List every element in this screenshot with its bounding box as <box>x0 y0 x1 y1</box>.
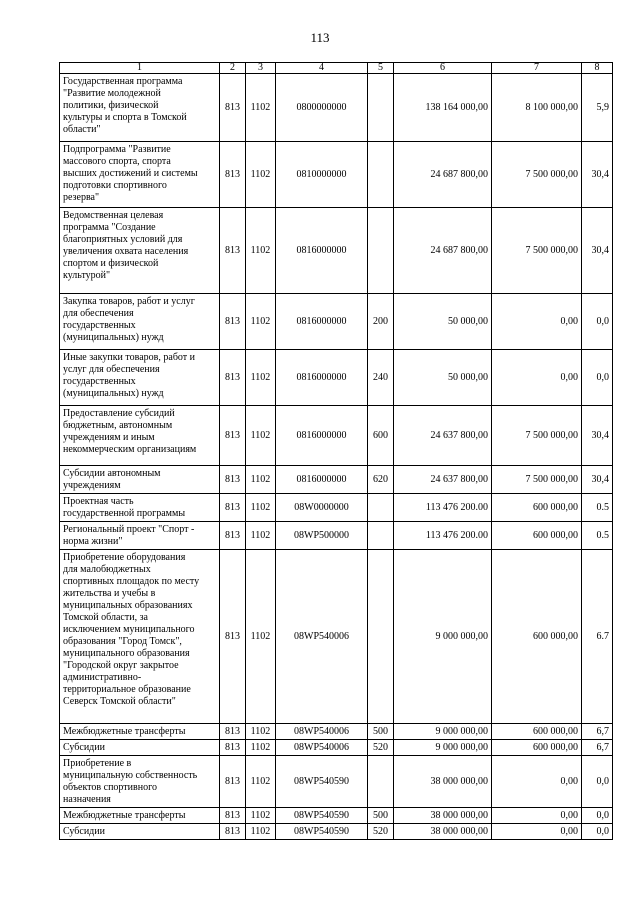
page-number: 113 <box>310 30 330 45</box>
cell-percent: 6,7 <box>582 740 613 756</box>
cell-code-expense: 520 <box>368 824 394 840</box>
cell-code-target: 0810000000 <box>276 142 368 208</box>
cell-code-target: 08WP500000 <box>276 522 368 550</box>
cell-percent: 5,9 <box>582 74 613 142</box>
cell-actual: 600 000,00 <box>492 522 582 550</box>
header-cell: 4 <box>276 63 368 74</box>
cell-actual: 0,00 <box>492 350 582 406</box>
cell-plan: 50 000,00 <box>394 294 492 350</box>
header-cell: 6 <box>394 63 492 74</box>
table-header-row <box>60 63 613 74</box>
cell-code-target: 0816000000 <box>276 406 368 466</box>
cell-percent: 0,0 <box>582 808 613 824</box>
cell-code-section: 1102 <box>246 756 276 808</box>
cell-code-section: 1102 <box>246 406 276 466</box>
cell-plan: 24 687 800,00 <box>394 208 492 294</box>
cell-name: Межбюджетные трансферты <box>60 808 220 824</box>
cell-name: Подпрограмма "Развитие массового спорта, спорта высших достижений и системы подготовки спортивного резерва" <box>60 142 220 208</box>
cell-plan: 24 637 800,00 <box>394 466 492 494</box>
cell-code-target: 08WP540006 <box>276 724 368 740</box>
cell-code-admin: 813 <box>220 466 246 494</box>
cell-code-section: 1102 <box>246 466 276 494</box>
cell-code-admin: 813 <box>220 406 246 466</box>
cell-actual: 0,00 <box>492 294 582 350</box>
cell-code-section: 1102 <box>246 740 276 756</box>
header-cell: 5 <box>368 63 394 74</box>
cell-code-expense <box>368 756 394 808</box>
cell-name: Иные закупки товаров, работ и услуг для обеспечения государственных (муниципальных) нужд <box>60 350 220 406</box>
cell-actual: 8 100 000,00 <box>492 74 582 142</box>
cell-code-section: 1102 <box>246 724 276 740</box>
header-cell: 7 <box>492 63 582 74</box>
cell-code-section: 1102 <box>246 350 276 406</box>
table-row <box>60 550 613 724</box>
cell-name: Субсидии автономным учреждениям <box>60 466 220 494</box>
cell-actual: 7 500 000,00 <box>492 142 582 208</box>
cell-code-expense <box>368 142 394 208</box>
cell-actual: 7 500 000,00 <box>492 466 582 494</box>
table-row <box>60 494 613 522</box>
cell-code-expense: 600 <box>368 406 394 466</box>
cell-code-expense <box>368 74 394 142</box>
table-row <box>60 142 613 208</box>
cell-code-expense: 620 <box>368 466 394 494</box>
cell-code-expense: 500 <box>368 808 394 824</box>
cell-code-section: 1102 <box>246 550 276 724</box>
cell-percent: 0.5 <box>582 494 613 522</box>
cell-code-expense <box>368 550 394 724</box>
table-row <box>60 724 613 740</box>
cell-code-admin: 813 <box>220 756 246 808</box>
cell-code-target: 08WP540590 <box>276 756 368 808</box>
cell-actual: 0,00 <box>492 808 582 824</box>
cell-code-target: 08WP540006 <box>276 550 368 724</box>
table-row <box>60 294 613 350</box>
cell-code-admin: 813 <box>220 824 246 840</box>
cell-plan: 9 000 000,00 <box>394 724 492 740</box>
cell-name: Приобретение в муниципальную собственность объектов спортивного назначения <box>60 756 220 808</box>
cell-plan: 38 000 000,00 <box>394 808 492 824</box>
cell-code-section: 1102 <box>246 808 276 824</box>
header-cell: 8 <box>582 63 613 74</box>
cell-code-admin: 813 <box>220 550 246 724</box>
cell-code-target: 08WP540006 <box>276 740 368 756</box>
cell-code-target: 0816000000 <box>276 466 368 494</box>
cell-plan: 24 637 800,00 <box>394 406 492 466</box>
cell-actual: 7 500 000,00 <box>492 208 582 294</box>
cell-code-target: 0816000000 <box>276 294 368 350</box>
cell-plan: 38 000 000,00 <box>394 756 492 808</box>
cell-plan: 138 164 000,00 <box>394 74 492 142</box>
cell-code-admin: 813 <box>220 724 246 740</box>
cell-code-admin: 813 <box>220 522 246 550</box>
cell-percent: 6,7 <box>582 724 613 740</box>
cell-actual: 600 000,00 <box>492 740 582 756</box>
cell-name: Межбюджетные трансферты <box>60 724 220 740</box>
cell-percent: 30,4 <box>582 142 613 208</box>
table-row <box>60 522 613 550</box>
table-row <box>60 740 613 756</box>
cell-percent: 30,4 <box>582 406 613 466</box>
cell-code-expense: 200 <box>368 294 394 350</box>
cell-code-section: 1102 <box>246 74 276 142</box>
cell-percent: 30,4 <box>582 466 613 494</box>
table-row <box>60 824 613 840</box>
cell-name: Субсидии <box>60 824 220 840</box>
cell-code-section: 1102 <box>246 142 276 208</box>
cell-actual: 600 000,00 <box>492 494 582 522</box>
cell-percent: 0,0 <box>582 294 613 350</box>
cell-name: Государственная программа "Развитие молодежной политики, физической культуры и спорта в Томской области" <box>60 74 220 142</box>
cell-code-target: 0800000000 <box>276 74 368 142</box>
cell-code-section: 1102 <box>246 208 276 294</box>
cell-code-expense: 500 <box>368 724 394 740</box>
cell-plan: 24 687 800,00 <box>394 142 492 208</box>
cell-code-target: 0816000000 <box>276 350 368 406</box>
cell-name: Приобретение оборудования для малобюджетных спортивных площадок по месту жительства и учебы в муниципальных образованиях Томской области, за исключением муниципального образования "Город Томск", муниципального образования "Городской округ закрытое административно- территориальное образование Северск Томской области" <box>60 550 220 724</box>
header-cell: 3 <box>246 63 276 74</box>
header-cell: 2 <box>220 63 246 74</box>
table-row <box>60 350 613 406</box>
cell-code-admin: 813 <box>220 494 246 522</box>
cell-code-target: 0816000000 <box>276 208 368 294</box>
cell-code-section: 1102 <box>246 824 276 840</box>
cell-name: Региональный проект "Спорт - норма жизни" <box>60 522 220 550</box>
cell-code-expense <box>368 522 394 550</box>
cell-code-section: 1102 <box>246 494 276 522</box>
cell-code-section: 1102 <box>246 522 276 550</box>
cell-plan: 113 476 200.00 <box>394 494 492 522</box>
table-row <box>60 74 613 142</box>
cell-code-expense: 240 <box>368 350 394 406</box>
table-row <box>60 208 613 294</box>
cell-name: Ведомственная целевая программа "Создание благоприятных условий для увеличения охвата населения спортом и физической культурой" <box>60 208 220 294</box>
cell-code-admin: 813 <box>220 142 246 208</box>
cell-code-expense <box>368 494 394 522</box>
cell-name: Проектная часть государственной программы <box>60 494 220 522</box>
cell-code-target: 08WP540590 <box>276 808 368 824</box>
budget-table <box>59 62 613 840</box>
cell-code-section: 1102 <box>246 294 276 350</box>
cell-plan: 113 476 200.00 <box>394 522 492 550</box>
cell-actual: 0,00 <box>492 824 582 840</box>
cell-code-admin: 813 <box>220 740 246 756</box>
cell-code-expense: 520 <box>368 740 394 756</box>
cell-plan: 9 000 000,00 <box>394 550 492 724</box>
cell-code-admin: 813 <box>220 208 246 294</box>
cell-name: Субсидии <box>60 740 220 756</box>
cell-name: Предоставление субсидий бюджетным, автономным учреждениям и иным некоммерческим организациям <box>60 406 220 466</box>
cell-code-admin: 813 <box>220 350 246 406</box>
cell-code-admin: 813 <box>220 808 246 824</box>
cell-actual: 7 500 000,00 <box>492 406 582 466</box>
table-row <box>60 466 613 494</box>
cell-code-target: 08W0000000 <box>276 494 368 522</box>
cell-plan: 50 000,00 <box>394 350 492 406</box>
cell-name: Закупка товаров, работ и услуг для обеспечения государственных (муниципальных) нужд <box>60 294 220 350</box>
table-row <box>60 808 613 824</box>
table-row <box>60 406 613 466</box>
table-row <box>60 756 613 808</box>
cell-percent: 0.5 <box>582 522 613 550</box>
cell-code-admin: 813 <box>220 294 246 350</box>
cell-percent: 0,0 <box>582 824 613 840</box>
cell-percent: 0,0 <box>582 756 613 808</box>
cell-code-expense <box>368 208 394 294</box>
cell-plan: 38 000 000,00 <box>394 824 492 840</box>
cell-actual: 600 000,00 <box>492 550 582 724</box>
cell-actual: 600 000,00 <box>492 724 582 740</box>
header-cell: 1 <box>60 63 220 74</box>
cell-plan: 9 000 000,00 <box>394 740 492 756</box>
cell-actual: 0,00 <box>492 756 582 808</box>
cell-percent: 0,0 <box>582 350 613 406</box>
cell-percent: 30,4 <box>582 208 613 294</box>
cell-code-admin: 813 <box>220 74 246 142</box>
cell-code-target: 08WP540590 <box>276 824 368 840</box>
cell-percent: 6.7 <box>582 550 613 724</box>
